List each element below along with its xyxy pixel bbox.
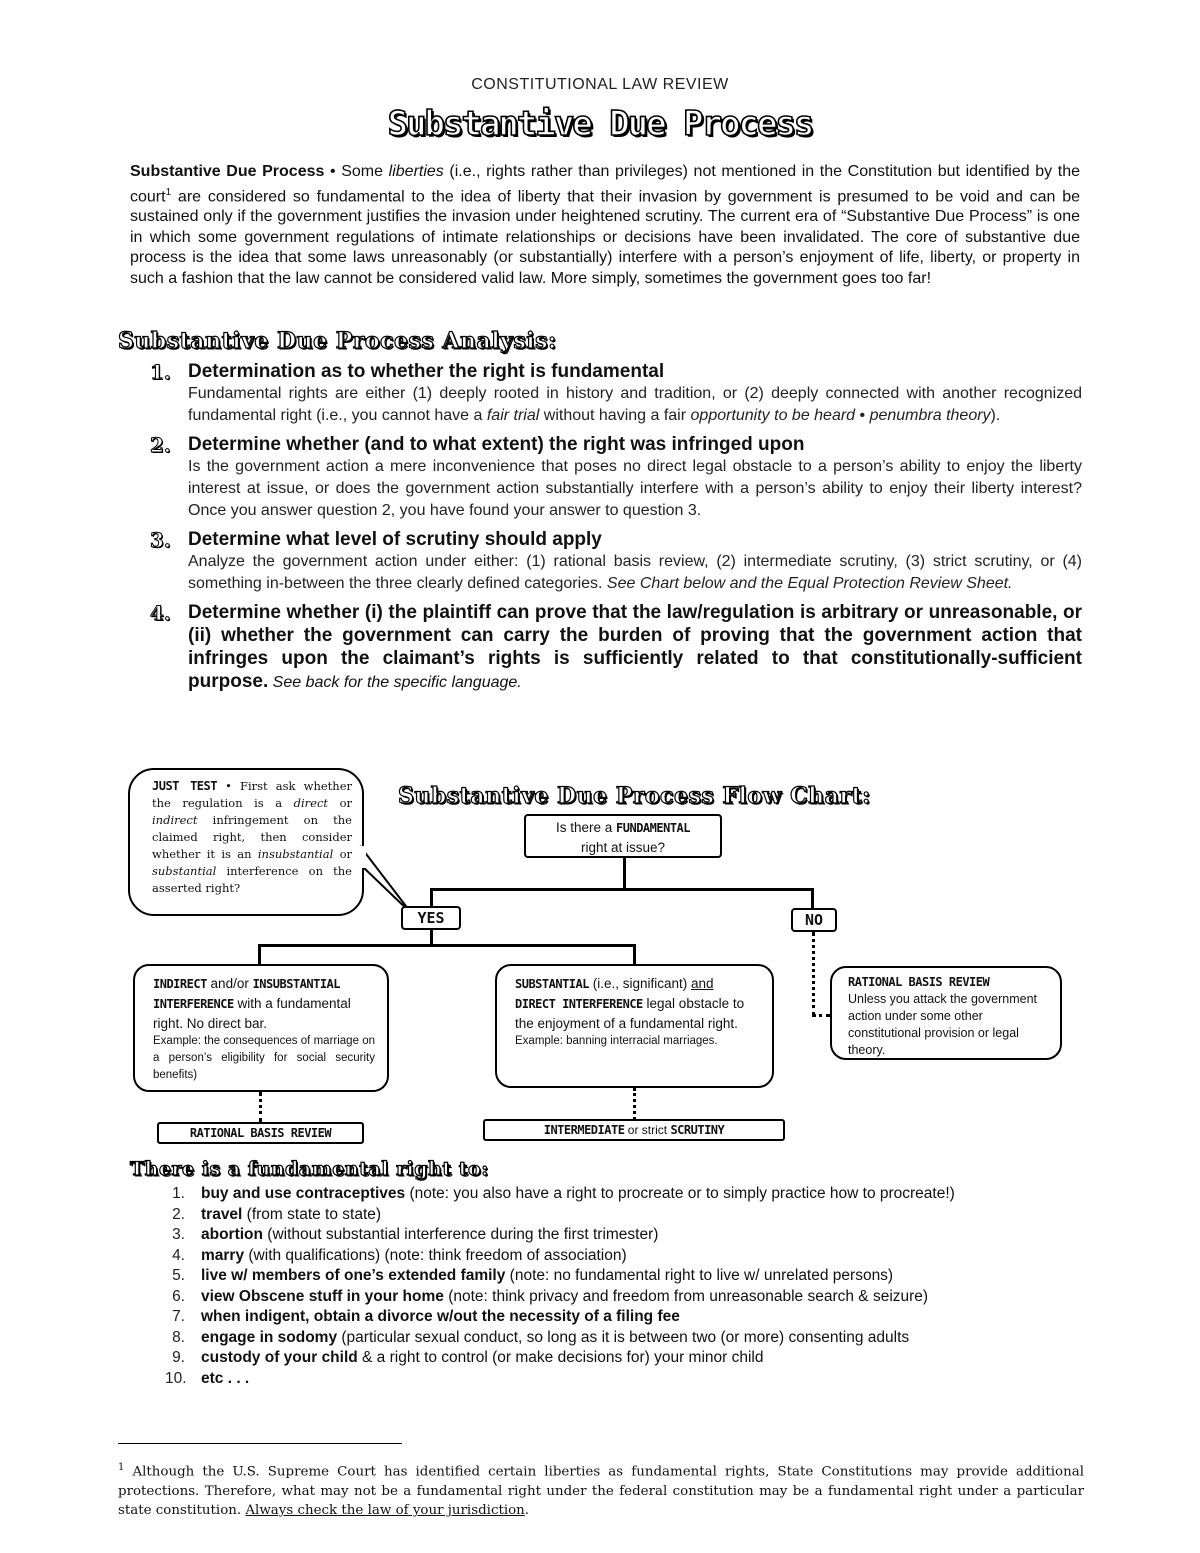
rights-item-note: (particular sexual conduct, so long as it is between two (or more) consenting adults (337, 1328, 910, 1346)
rights-item-right: custody of your child (201, 1349, 358, 1366)
step-1-text-c: • (855, 407, 870, 424)
rights-item-right: buy and use contraceptives (201, 1185, 406, 1202)
question-pre: Is there a (555, 820, 617, 835)
rights-list (165, 1184, 1095, 1389)
step-number: 2. (150, 433, 171, 457)
analysis-steps (150, 360, 1082, 700)
connector (430, 888, 433, 906)
footnote-mark: 1 (118, 1462, 125, 1473)
rights-item-note: (note: think privacy and freedom from unreasonable search & seizure) (443, 1287, 929, 1305)
connector (258, 944, 261, 966)
callout-pointer (350, 820, 430, 920)
rational-basis-node (830, 966, 1062, 1060)
rights-item-right: engage in sodomy (201, 1328, 338, 1346)
step-4-title-text: Determine whether (i) the plaintiff can prove that the law/regulation is arbitrary or unreasonable, or (ii) whether the government can carry the burden of proving that the government action that infringes upon the claimant’s rights is sufficiently related to that constitutionally-sufficient purpose. (188, 602, 1082, 692)
callout-substantial: substantial (152, 864, 217, 878)
rights-item (165, 1184, 1095, 1205)
step-body (188, 383, 1082, 427)
callout-text-3: infringement on the claimed right, then consider whether it is an (152, 813, 352, 861)
dotted-connector (812, 932, 815, 1016)
dotted-connector (633, 1088, 636, 1120)
rights-item-note: (note: you also have a right to procreate or to simply practice how to procreate!) (405, 1185, 955, 1202)
step-4 (150, 601, 1082, 694)
rights-item-note: (with qualifications) (note: think freedom of association) (244, 1246, 627, 1264)
step-number: 3. (150, 528, 171, 552)
step-1-text-b: without having a fair (539, 407, 691, 424)
rights-item-right: abortion (201, 1226, 263, 1243)
rights-item-right: view Obscene stuff in your home (201, 1287, 444, 1305)
connector (258, 944, 636, 947)
rights-item-note: (from state to state) (242, 1205, 382, 1223)
callout-text-2: or (328, 796, 352, 810)
callout-text-5: interference on the asserted right? (152, 864, 352, 895)
just-test-callout (128, 768, 364, 916)
rights-item-right: etc . . . (201, 1369, 250, 1387)
rights-item-number: 3. (172, 1226, 185, 1243)
result-smallcaps: SCRUTINY (670, 1123, 725, 1137)
footnote-divider (118, 1443, 402, 1444)
step-1-italic-a: fair trial (486, 407, 540, 424)
no-node: NO (791, 908, 837, 932)
rights-item-right: marry (201, 1246, 245, 1264)
rights-item (165, 1369, 1095, 1390)
question-post: right at issue? (580, 840, 666, 855)
callout-text-1: • First ask whether the regulation is a (152, 779, 352, 810)
rights-item-number: 4. (172, 1246, 185, 1264)
indirect-interference-node (133, 964, 389, 1092)
rights-item (165, 1246, 1095, 1267)
node-underlined: and (691, 976, 714, 991)
node-smallcaps: INSUBSTANTIAL INTERFERENCE (153, 977, 340, 1011)
step-1 (150, 360, 1082, 427)
node-smallcaps: RATIONAL BASIS REVIEW (848, 975, 990, 989)
rights-item (165, 1205, 1095, 1226)
intro-text-3: are considered so fundamental to the idea of liberty that their invasion by government is presumed to be void and can be sustained only if the government justifies the invasion under heightened scrutiny. The current era of “Substantive Due Process” is one in which some government regulations of intimate relationships or decisions have been invalidated. The core of substantive due process is the idea that some laws unreasonably (or substantially) interfere with a person’s enjoyment of life, liberty, or property in such a fashion that the law cannot be considered valid law. More simply, sometimes the government goes too far! (130, 187, 1080, 287)
step-title: Determine what level of scrutiny should apply (188, 529, 602, 550)
node-example: Example: banning interracial marriages. (515, 1035, 718, 1047)
intro-paragraph (130, 162, 1080, 289)
rights-item (165, 1225, 1095, 1246)
intro-text-2: (i.e., rights rather than privileges) not mentioned in the Constitution but identified by the court (130, 163, 1081, 205)
footnote-text: Although the U.S. Supreme Court has identified certain liberties as fundamental rights, State Constitutions may provide additional protections. Therefore, what may not be a fundamental right under the federal constitution may be a fundamental right under a particular state constitution. (118, 1464, 1084, 1519)
intro-lead: Substantive Due Process (130, 163, 325, 180)
intro-text-1: Some (341, 163, 389, 180)
step-body: Is the government action a mere inconvenience that poses no direct legal obstacle to a person’s ability to enjoy the liberty interest at issue, or does the government action substantially interfere with a person’s ability to enjoy their liberty interest? Once you answer question 2, you have found your answer to question 3. (188, 458, 1082, 519)
document-title: Substantive Due Process (387, 104, 813, 144)
node-text: with a fundamental right. No direct bar. (153, 996, 351, 1031)
rights-item-right: when indigent, obtain a divorce w/out the necessity of a filing fee (201, 1308, 680, 1325)
step-3 (150, 528, 1082, 595)
result-text: or strict (624, 1123, 671, 1137)
step-3-text: Analyze the government action under either: (1) rational basis review, (2) intermediate scrutiny, (3) strict scrutiny, or (4) something in-between the three clearly defined categories. (188, 553, 1082, 592)
rights-item-number: 7. (172, 1308, 185, 1325)
rights-item (165, 1307, 1095, 1328)
node-text: Unless you attack the government action under some other constitutional provision or legal theory. (848, 992, 1037, 1057)
footnote-marker: 1 (165, 186, 172, 198)
scrutiny-result (483, 1119, 785, 1141)
footnote-end: . (524, 1503, 530, 1519)
footnote-underlined: Always check the law of your jurisdiction (245, 1503, 525, 1519)
connector (811, 888, 814, 908)
node-smallcaps: INDIRECT (153, 977, 207, 991)
step-1-italic-c: penumbra theory (869, 407, 991, 424)
step-1-text-d: ). (990, 407, 1001, 424)
step-1-italic-b: opportunity to be heard (690, 407, 856, 424)
question-emph: FUNDAMENTAL (616, 821, 691, 835)
footnote (118, 1458, 1084, 1521)
rights-item-note: (note: no fundamental right to live w/ unrelated persons) (505, 1267, 894, 1284)
callout-direct: direct (293, 796, 329, 810)
connector (633, 944, 636, 964)
rights-item-number: 1. (172, 1185, 185, 1202)
step-title: Determine whether (and to what extent) the right was infringed upon (188, 434, 805, 455)
rights-item (165, 1287, 1095, 1308)
fundamental-right-question (524, 814, 722, 858)
step-4-italic: See back for the specific language. (268, 674, 522, 691)
rights-item (165, 1348, 1095, 1369)
node-smallcaps: DIRECT INTERFERENCE (515, 997, 643, 1011)
node-text: (i.e., significant) (588, 976, 692, 991)
callout-indirect: indirect (152, 813, 198, 827)
callout-text-4: or (333, 847, 353, 861)
rights-item (165, 1328, 1095, 1349)
dotted-connector (259, 1092, 262, 1122)
rights-item-right: live w/ members of one’s extended family (201, 1267, 506, 1284)
node-example: Example: the consequences of marriage on a person’s eligibility for social security benefits) (153, 1035, 375, 1081)
intro-liberties: liberties (388, 163, 444, 180)
step-number: 4. (150, 601, 171, 625)
result-smallcaps: INTERMEDIATE (543, 1123, 625, 1137)
step-title (188, 601, 1082, 694)
node-text: and/or (206, 976, 253, 991)
connector (623, 858, 626, 890)
step-1-text-a: Fundamental rights are either (1) deeply rooted in history and tradition, or (2) deeply connected with another recognized fundamental right (i.e., you cannot have a (188, 385, 1082, 424)
analysis-heading: Substantive Due Process Analysis: (118, 328, 557, 354)
step-number: 1. (150, 360, 171, 384)
rights-item-number: 8. (172, 1328, 185, 1346)
rational-basis-result: RATIONAL BASIS REVIEW (157, 1122, 364, 1144)
rights-item-number: 10. (165, 1369, 187, 1387)
rights-heading: There is a fundamental right to: (130, 1158, 489, 1180)
rights-item-number: 2. (172, 1205, 185, 1223)
rights-item-number: 6. (172, 1287, 185, 1305)
rights-item-note: & a right to control (or make decisions for) your minor child (357, 1349, 764, 1366)
connector (430, 888, 813, 891)
rights-item (165, 1266, 1095, 1287)
intro-bullet: • (324, 163, 342, 180)
rights-item-right: travel (201, 1205, 243, 1223)
rights-item-note: (without substantial interference during the first trimester) (263, 1226, 659, 1243)
node-smallcaps: SUBSTANTIAL (515, 977, 589, 991)
callout-insubstantial: insubstantial (257, 847, 334, 861)
step-body (188, 551, 1082, 595)
rights-item-number: 5. (172, 1267, 185, 1284)
node-text: legal obstacle to the enjoyment of a fundamental right. (515, 996, 745, 1031)
step-2 (150, 433, 1082, 522)
yes-node: YES (401, 906, 461, 930)
dotted-connector (812, 1014, 830, 1017)
document-subtitle: CONSTITUTIONAL LAW REVIEW (471, 76, 729, 93)
step-title: Determination as to whether the right is fundamental (188, 361, 665, 382)
step-3-italic: See Chart below and the Equal Protection Review Sheet. (606, 575, 1013, 592)
rights-item-number: 9. (172, 1349, 185, 1366)
callout-label: JUST TEST (152, 779, 217, 793)
direct-interference-node (495, 964, 774, 1088)
flowchart-title: Substantive Due Process Flow Chart: (398, 783, 871, 809)
